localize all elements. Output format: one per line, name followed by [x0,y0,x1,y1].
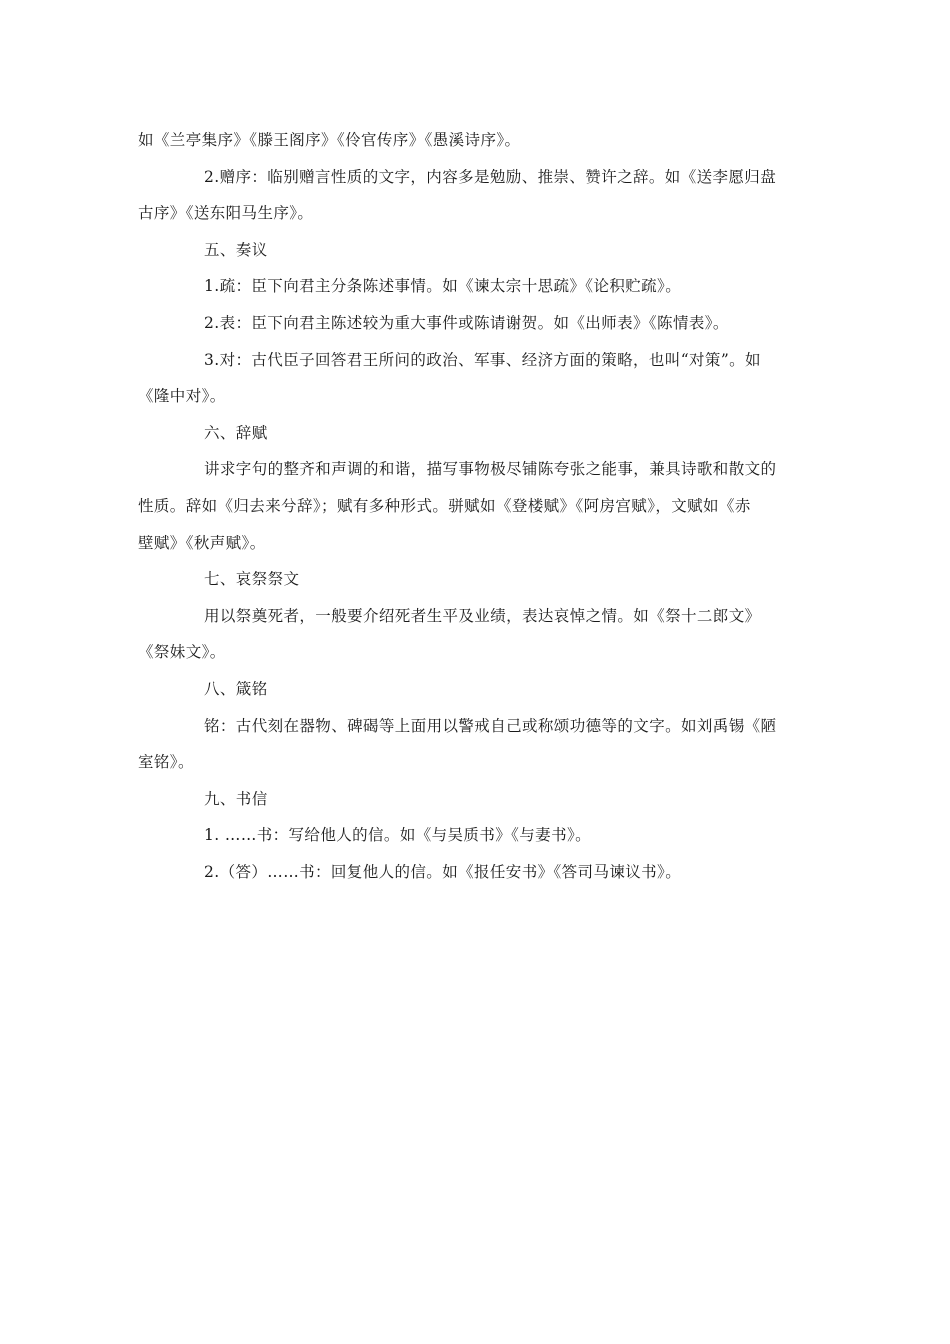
paragraph-line: 《隆中对》。 [138,387,226,406]
paragraph-line: 讲求字句的整齐和声调的和谐，描写事物极尽铺陈夸张之能事，兼具诗歌和散文的 [204,460,777,479]
paragraph-line: 性质。辞如《归去来兮辞》；赋有多种形式。骈赋如《登楼赋》《阿房宫赋》，文赋如《赤 [138,496,751,515]
section-heading-zhenming: 八、箴铭 [204,679,268,698]
list-item-zengxu: 2.赠序：临别赠言性质的文字，内容多是勉励、推崇、赞许之辞。如《送李愿归盘 [204,167,777,186]
paragraph-line: 用以祭奠死者，一般要介绍死者生平及业绩，表达哀悼之情。如《祭十二郎文》 [204,606,761,625]
section-heading-shuxin: 九、书信 [204,789,268,808]
paragraph-line: 铭：古代刻在器物、碑碣等上面用以警戒自己或称颂功德等的文字。如刘禹锡《陋 [204,716,777,735]
section-heading-cifu: 六、辞赋 [204,423,268,442]
section-heading-zouyi: 五、奏议 [204,240,268,259]
section-heading-aiji: 七、哀祭祭文 [204,570,300,589]
document-body [138,122,814,890]
paragraph-line: 室铭》。 [138,753,194,772]
paragraph-line: 壁赋》《秋声赋》。 [138,533,266,552]
paragraph-line: 如《兰亭集序》《滕王阁序》《伶官传序》《愚溪诗序》。 [138,131,521,149]
list-item-da-letter: 2.（答）……书：回复他人的信。如《报任安书》《答司马谏议书》。 [204,862,682,881]
list-item-dui: 3.对：古代臣子回答君王所问的政治、军事、经济方面的策略，也叫“对策”。如 [204,350,761,369]
list-item-biao: 2.表：臣下向君主陈述较为重大事件或陈请谢贺。如《出师表》《陈情表》。 [204,313,729,332]
paragraph-line: 《祭妹文》。 [138,643,226,662]
list-item-shu: 1.疏：臣下向君主分条陈述事情。如《谏太宗十思疏》《论积贮疏》。 [204,277,682,296]
list-item-shu-letter: 1. ……书：写给他人的信。如《与吴质书》《与妻书》。 [204,826,592,845]
paragraph-line: 古序》《送东阳马生序》。 [138,204,314,223]
